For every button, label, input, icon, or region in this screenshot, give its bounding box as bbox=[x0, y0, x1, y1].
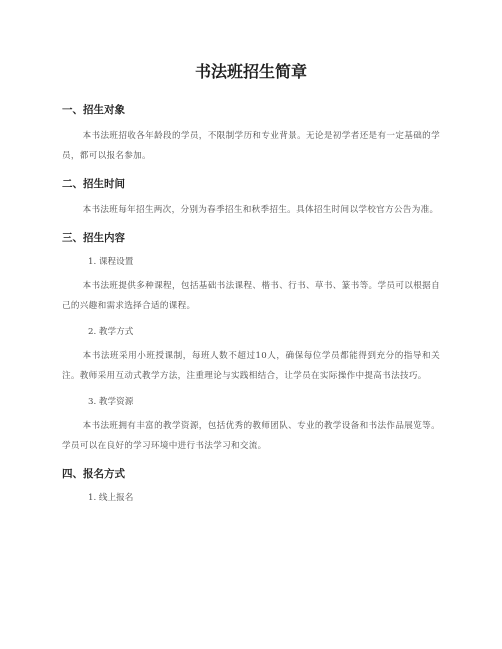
section-heading-enrollment-target: 一、招生对象 bbox=[62, 104, 125, 116]
subitem-label-online-registration: 1. 线上报名 bbox=[88, 493, 134, 503]
section-paragraph-enrollment-target: 本书法班招收各年龄段的学员，不限制学历和专业背景。无论是初学者还是有一定基础的学员，都可以报名参加。 bbox=[62, 131, 440, 161]
section-paragraph-enrollment-time: 本书法班每年招生两次，分别为春季招生和秋季招生。具体招生时间以学校官方公告为准。 bbox=[82, 205, 439, 215]
subitem-paragraph-course-setup: 本书法班提供多种课程，包括基础书法课程、楷书、行书、草书、篆书等。学员可以根据自己的兴趣和需求选择合适的课程。 bbox=[62, 281, 440, 311]
subitem-paragraph-teaching-resources: 本书法班拥有丰富的教学资源，包括优秀的教师团队、专业的教学设备和书法作品展览等。学员可以在良好的学习环境中进行书法学习和交流。 bbox=[62, 421, 440, 451]
section-heading-enrollment-time: 二、招生时间 bbox=[62, 178, 125, 190]
document-title: 书法班招生简章 bbox=[194, 62, 307, 81]
section-heading-enrollment-content: 三、招生内容 bbox=[62, 232, 125, 244]
subitem-label-teaching-method: 2. 教学方式 bbox=[88, 327, 134, 337]
subitem-paragraph-teaching-method: 本书法班采用小班授课制，每班人数不超过10人，确保每位学员都能得到充分的指导和关注。教师采用互动式教学方法，注重理论与实践相结合，让学员在实际操作中提高书法技巧。 bbox=[62, 351, 440, 381]
subitem-label-course-setup: 1. 课程设置 bbox=[88, 257, 134, 267]
subitem-label-teaching-resources: 3. 教学资源 bbox=[88, 397, 134, 407]
section-heading-registration-method: 四、报名方式 bbox=[62, 468, 125, 480]
